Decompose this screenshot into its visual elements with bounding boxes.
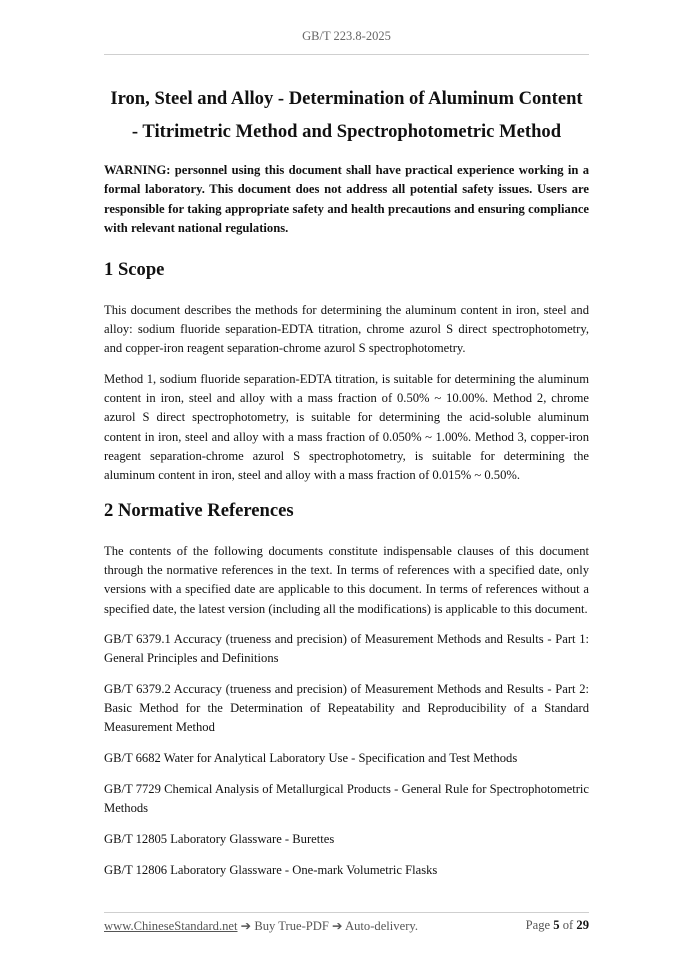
page-footer — [104, 918, 589, 936]
warning-notice: WARNING: personnel using this document shall have practical experience working in a formal laboratory. This document does not address all potential safety issues. Users are responsible for taking appropriate safety and health precautions and ensuring compliance with relevant national regulations. — [104, 163, 589, 236]
scope-paragraph-1: This document describes the methods for determining the aluminum content in iron, steel and alloy: sodium fluoride separation-EDTA titration, chrome azurol S direct spectrophotometry, and copper-iron reagent separation-chrome azurol S spectrophotometry. — [104, 303, 589, 356]
title-line-1: Iron, Steel and Alloy - Determination of Aluminum Content — [110, 88, 583, 109]
footer-promo — [104, 918, 418, 934]
page-label: Page — [525, 918, 551, 932]
total-pages: 29 — [576, 918, 589, 932]
footer-promo-text: ➔ Buy True-PDF ➔ Auto-delivery. — [237, 919, 419, 933]
section-heading-normative-references: 2 Normative References — [104, 500, 294, 521]
reference-item: GB/T 6379.1 Accuracy (trueness and precision) of Measurement Methods and Results - Part 1: General Principles and Definitions — [104, 632, 589, 666]
section-heading-scope: 1 Scope — [104, 259, 165, 280]
document-title — [104, 82, 589, 148]
footer-rule — [104, 912, 589, 913]
reference-item: GB/T 7729 Chemical Analysis of Metallurgical Products - General Rule for Spectrophotometric Methods — [104, 782, 589, 816]
site-link[interactable]: www.ChineseStandard.net — [104, 919, 238, 933]
reference-item: GB/T 6682 Water for Analytical Laboratory Use - Specification and Test Methods — [104, 751, 518, 765]
header-rule — [104, 54, 589, 55]
running-header: GB/T 223.8-2025 — [302, 29, 391, 43]
reference-item: GB/T 6379.2 Accuracy (trueness and precision) of Measurement Methods and Results - Part 2: Basic Method for the Determination of Repeatability and Reproducibility of a Standard Measurement Method — [104, 682, 589, 735]
reference-item: GB/T 12805 Laboratory Glassware - Burettes — [104, 832, 335, 846]
page-number: 5 — [553, 918, 560, 932]
scope-paragraph-2: Method 1, sodium fluoride separation-EDTA titration, is suitable for determining the aluminum content in iron, steel and alloy with a mass fraction of 0.50% ~ 10.00%. Method 2, chrome azurol S direct spectrophotometry, is suitable for determining the acid-soluble aluminum content in iron, steel and alloy with a mass fraction of 0.050% ~ 1.00%. Method 3, copper-iron reagent separation-chrome azurol S spectrophotometry, is suitable for determining the aluminum content in iron, steel and alloy with a mass fraction of 0.015% ~ 0.50%. — [104, 372, 589, 483]
of-label: of — [562, 918, 574, 932]
references-intro: The contents of the following documents constitute indispensable clauses of this document through the normative references in the text. In terms of references with a specified date, only versions with a specified date are applicable to this document. In terms of references without a specified date, the latest version (including all the modifications) is applicable to this document. — [104, 544, 589, 616]
page-indicator — [526, 918, 589, 933]
reference-item: GB/T 12806 Laboratory Glassware - One-mark Volumetric Flasks — [104, 863, 438, 877]
title-line-2: - Titrimetric Method and Spectrophotometric Method — [131, 121, 562, 142]
